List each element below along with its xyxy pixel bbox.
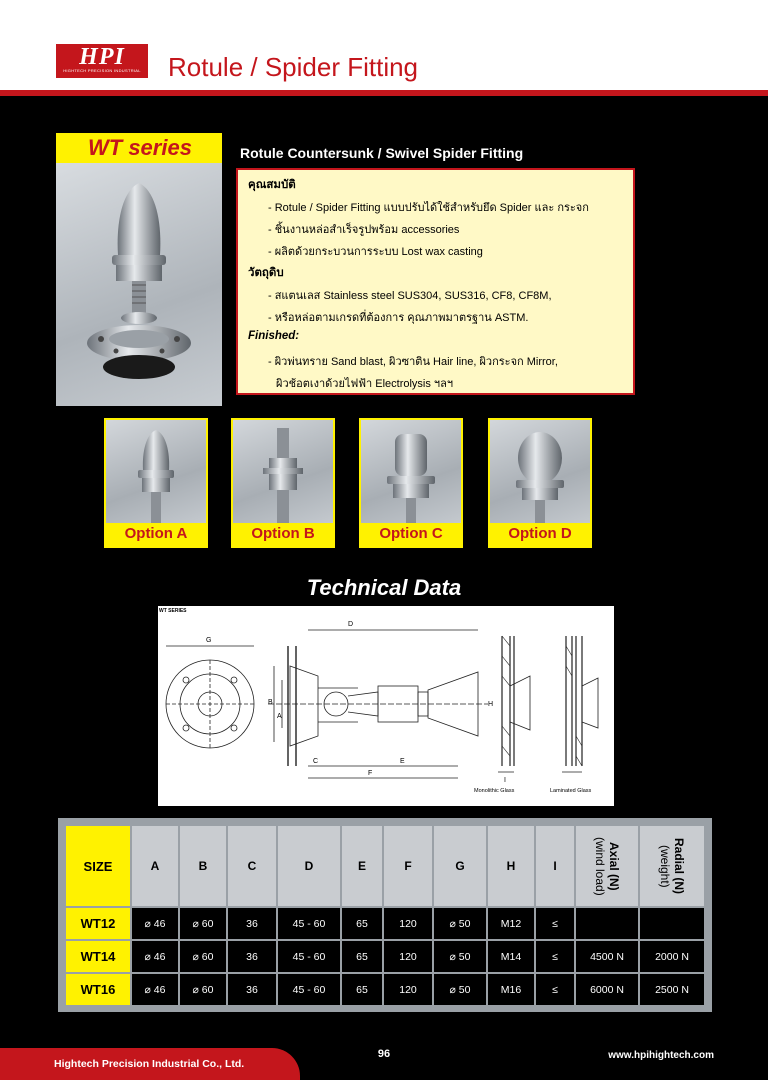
header-divider — [0, 90, 768, 96]
table-cell: 2500 N — [640, 974, 704, 1005]
dim-i: I — [504, 777, 506, 784]
series-label-box — [56, 133, 222, 163]
option-b-label: Option B — [251, 525, 315, 542]
technical-data-table — [58, 818, 712, 1012]
table-cell: 45 - 60 — [278, 941, 340, 972]
col-header: G — [434, 826, 486, 906]
product-info-box — [236, 168, 635, 395]
series-name: WT series — [88, 135, 192, 160]
spider-fitting-image — [56, 163, 222, 406]
table-cell: ⌀ 50 — [434, 941, 486, 972]
dim-c: C — [313, 758, 319, 765]
finish-line: ผิวช้อตเงาด้วยไฟฟ้า Electrolysis ฯลฯ — [276, 378, 454, 390]
table-cell: 45 - 60 — [278, 974, 340, 1005]
option-a-label: Option A — [124, 525, 188, 542]
dim-d: D — [348, 621, 354, 628]
table-cell: 6000 N — [576, 974, 638, 1005]
table-cell: 120 — [384, 908, 432, 939]
table-cell: ⌀ 46 — [132, 941, 178, 972]
radial-header — [640, 826, 704, 906]
laminated-glass-label: Laminated Glass — [550, 788, 592, 794]
page-title: Rotule / Spider Fitting — [168, 52, 419, 82]
option-c-label: Option C — [379, 525, 443, 542]
series-subtitle: Rotule Countersunk / Swivel Spider Fitting — [240, 145, 524, 161]
monolithic-glass-label: Monolithic Glass — [474, 788, 515, 794]
table-cell: M14 — [488, 941, 534, 972]
col-header: D — [278, 826, 340, 906]
table-cell: 65 — [342, 908, 382, 939]
table-cell: M12 — [488, 908, 534, 939]
table-cell: 120 — [384, 974, 432, 1005]
property-line: - Rotule / Spider Fitting แบบปรับได้ใช้สำหรับยึด Spider และ กระจก — [268, 202, 589, 214]
row-size: WT14 — [66, 941, 130, 972]
col-header: H — [488, 826, 534, 906]
axial-header — [576, 826, 638, 906]
table-cell: ⌀ 46 — [132, 908, 178, 939]
col-header: A — [132, 826, 178, 906]
dim-f: F — [368, 770, 373, 777]
option-c-card — [359, 418, 463, 548]
option-a-photo — [106, 420, 206, 523]
footer-website[interactable]: www.hpihightech.com — [608, 1050, 714, 1061]
table-cell: ⌀ 50 — [434, 974, 486, 1005]
table-cell: 45 - 60 — [278, 908, 340, 939]
drawing-label: WT SERIES — [159, 608, 187, 614]
table-cell — [640, 908, 704, 939]
col-header: I — [536, 826, 574, 906]
table-cell: M16 — [488, 974, 534, 1005]
logo-text: HPI — [79, 44, 125, 70]
option-c-photo — [361, 420, 461, 523]
page-header — [0, 0, 768, 92]
material-line: - หรือหล่อตามเกรดที่ต้องการ คุณภาพมาตรฐาน ASTM. — [268, 312, 529, 324]
property-line: - ผลิตด้วยกระบวนการระบบ Lost wax casting — [268, 246, 483, 258]
table-cell: ⌀ 50 — [434, 908, 486, 939]
option-d-photo — [490, 420, 590, 523]
table-cell: 65 — [342, 974, 382, 1005]
table-cell: ⌀ 60 — [180, 941, 226, 972]
footer-company: Hightech Precision Industrial Co., Ltd. — [54, 1058, 245, 1070]
radial-title: Radial (N) — [672, 837, 686, 894]
table-cell: 65 — [342, 941, 382, 972]
option-a-card — [104, 418, 208, 548]
axial-subtitle: (wind load) — [593, 836, 607, 896]
dim-e: E — [400, 758, 405, 765]
table-cell: ⌀ 60 — [180, 974, 226, 1005]
table-cell: 4500 N — [576, 941, 638, 972]
row-size: WT16 — [66, 974, 130, 1005]
option-b-card — [231, 418, 335, 548]
table-cell: ⌀ 60 — [180, 908, 226, 939]
finished-heading: Finished: — [248, 330, 300, 342]
row-size: WT12 — [66, 908, 130, 939]
technical-drawing — [158, 606, 614, 806]
table-cell: 120 — [384, 941, 432, 972]
table-cell: ≤ — [536, 974, 574, 1005]
col-header: F — [384, 826, 432, 906]
dim-h: H — [488, 701, 494, 708]
option-d-card — [488, 418, 592, 548]
col-header: C — [228, 826, 276, 906]
dim-a: A — [277, 713, 282, 720]
page-number: 96 — [377, 1048, 391, 1060]
col-header: B — [180, 826, 226, 906]
main-product-photo — [56, 163, 222, 406]
axial-title: Axial (N) — [607, 841, 621, 891]
table-cell — [576, 908, 638, 939]
table-cell: 36 — [228, 941, 276, 972]
table-cell: ≤ — [536, 908, 574, 939]
table-cell: 36 — [228, 974, 276, 1005]
option-d-label: Option D — [508, 525, 572, 542]
logo-subtext: HIGHTECH PRECISION INDUSTRIAL — [63, 68, 141, 73]
property-line: - ชิ้นงานหล่อสำเร็จรูปพร้อม accessories — [268, 224, 460, 236]
dim-g: G — [206, 637, 212, 644]
radial-subtitle: (weight) — [658, 844, 672, 888]
dim-b: B — [268, 699, 273, 706]
table-cell: 2000 N — [640, 941, 704, 972]
material-line: - สแตนเลส Stainless steel SUS304, SUS316, CF8, CF8M, — [268, 290, 552, 302]
table-cell: ⌀ 46 — [132, 974, 178, 1005]
finish-line: - ผิวพ่นทราย Sand blast, ผิวซาติน Hair line, ผิวกระจก Mirror, — [268, 356, 558, 368]
company-logo — [56, 44, 148, 78]
technical-data-title: Technical Data — [306, 575, 462, 600]
size-header: SIZE — [66, 826, 130, 906]
properties-heading: คุณสมบัติ — [248, 179, 296, 191]
material-heading: วัตถุดิบ — [248, 267, 284, 279]
col-header: E — [342, 826, 382, 906]
table-cell: 36 — [228, 908, 276, 939]
table-cell: ≤ — [536, 941, 574, 972]
option-b-photo — [233, 420, 333, 523]
